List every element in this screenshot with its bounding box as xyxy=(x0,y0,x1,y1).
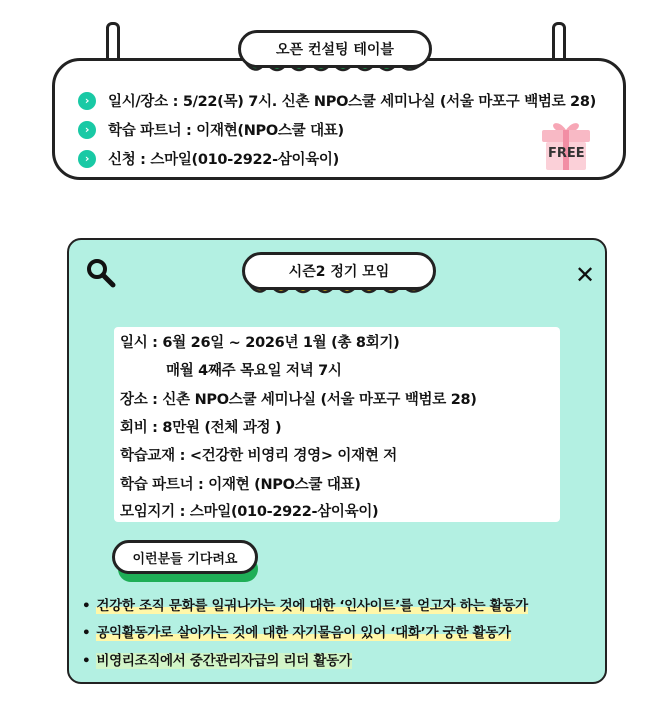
info-line: 장소 : 신촌 NPO스쿨 세미나실 (서울 마포구 백범로 28) xyxy=(120,392,477,408)
info-line: 학습교재 : <건강한 비영리 경영> 이재현 저 xyxy=(120,448,397,464)
info-line: 회비 : 8만원 (전체 과정 ) xyxy=(120,420,282,436)
open-consulting-title: 오픈 컨설팅 테이블 xyxy=(238,30,432,68)
bullet-icon: • xyxy=(82,598,91,614)
chevron-right-icon: › xyxy=(78,150,96,168)
search-icon[interactable] xyxy=(86,258,116,288)
season2-title: 시즌2 정기 모임 xyxy=(242,252,436,290)
chevron-right-icon: › xyxy=(78,92,96,110)
bullet-icon: • xyxy=(82,625,91,641)
chevron-right-icon: › xyxy=(78,121,96,139)
list-item: • 공익활동가로 살아가는 것에 대한 자기물음이 있어 ‘대화’가 궁한 활동가 xyxy=(82,625,511,641)
info-line: 일시 : 6월 26일 ~ 2026년 1월 (총 8회기) xyxy=(120,335,400,351)
info-line: 매월 4째주 목요일 저녁 7시 xyxy=(166,363,342,379)
gift-icon xyxy=(540,118,592,172)
close-icon[interactable]: ✕ xyxy=(575,261,596,289)
free-badge: FREE xyxy=(548,146,585,161)
list-item: › 신청 : 스마일(010-2922-삼이육이) xyxy=(78,148,339,169)
info-line: 학습 파트너 : 이재현 (NPO스쿨 대표) xyxy=(120,477,361,493)
audience-label: 이런분들 기다려요 xyxy=(112,540,258,574)
list-item: • 건강한 조직 문화를 일궈나가는 것에 대한 ‘인사이트’를 얻고자 하는 활동가 xyxy=(82,598,528,614)
bullet-icon: • xyxy=(82,653,91,669)
list-item: › 학습 파트너 : 이재현(NPO스쿨 대표) xyxy=(78,119,344,140)
list-item: › 일시/장소 : 5/22(목) 7시. 신촌 NPO스쿨 세미나실 (서울 마포구 백범로 28) xyxy=(78,90,596,111)
list-item: • 비영리조직에서 중간관리자급의 리더 활동가 xyxy=(82,653,352,669)
info-line: 모임지기 : 스마일(010-2922-삼이육이) xyxy=(120,504,379,520)
